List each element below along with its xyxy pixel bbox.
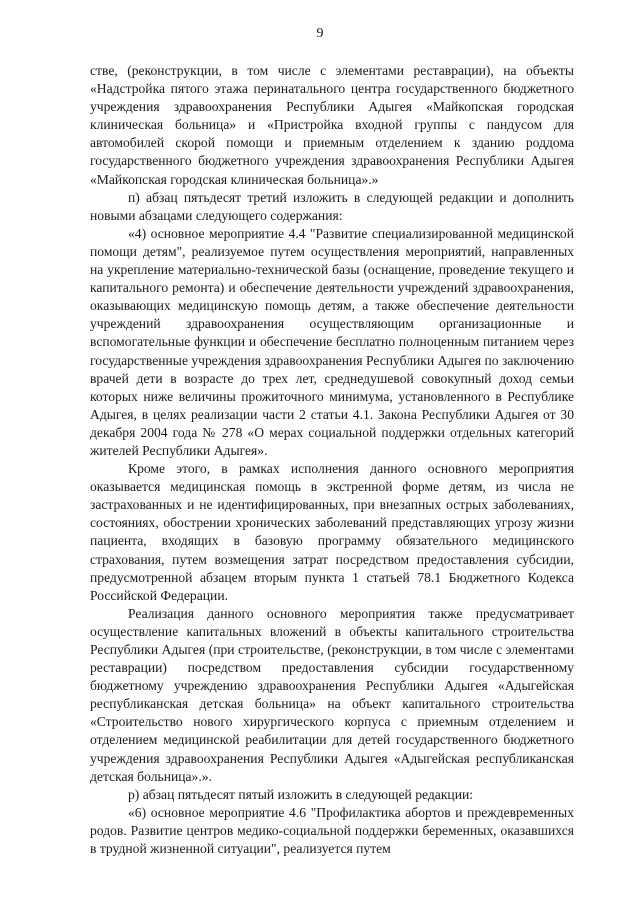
paragraph-emergency-care: Кроме этого, в рамках исполнения данного основного мероприятия оказывается медицинская помощь в экстренной форме детям, из числа не застрахованных и не идентифицированных, при внезапных острых заболеваниях, состояниях, обострении хронических заболеваний представляющих угрозу жизни пациента, входящих в базовую программу обязательного медицинского страхования, путем возмещения затрат посредством предоставления субсидии, предусмотренной абзацем вторым пункта 1 статьей 78.1 Бюджетного Кодекса Российской Федерации. bbox=[90, 461, 574, 603]
paragraph-measure-4-4: «4) основное мероприятие 4.4 "Развитие специализированной медицинской помощи детям", реализуемое путем осуществления мероприятий, направленных на укрепление материально-технической базы (оснащение, проведение текущего и капитального ремонта) и обеспечение деятельности учреждений здравоохранения, оказывающих медицинскую помощь детям, а также обеспечение деятельности учреждений здравоохранения осуществляющим организационные и вспомогательные функции и обеспечение бесплатно полноценным питанием через государственные учреждения здравоохранения Республики Адыгея по заключению врачей дети в возрасте до трех лет, среднедушевой совокупный доход семьи которых ниже величины прожиточного минимума, установленного в Республике Адыгея, в целях реализации части 2 статьи 4.1. Закона Республики Адыгея от 30 декабря 2004 года № 278 «О мерах социальной поддержки отдельных категорий жителей Республики Адыгея». bbox=[90, 225, 574, 458]
paragraph-measure-4-6: «6) основное мероприятие 4.6 "Профилактика абортов и преждевременных родов. Развитие центров медико-социальной поддержки беременных, оказавшихся в трудной жизненной ситуации", реализуется путем bbox=[90, 804, 574, 857]
paragraph-amendment-r: р) абзац пятьдесят пятый изложить в следующей редакции: bbox=[128, 786, 474, 802]
paragraph-amendment-p: п) абзац пятьдесят третий изложить в следующей редакции и дополнить новыми абзацами следующего содержания: bbox=[90, 189, 574, 223]
paragraph-capital-investment: Реализация данного основного мероприятия также предусматривает осуществление капитальных вложений в объекты капитального строительства Республики Адыгея (при строительстве, (реконструкции, в том числе с элементами реставрации) посредством предоставления субсидии государственному бюджетному учреждению здравоохранения Республики Адыгея «Адыгейская республиканская детская больница» на объект капитального строительства «Строительство нового хирургического корпуса с приемным отделением и отделением медицинской реабилитации для детей государственного бюджетного учреждения здравоохранения Республики Адыгея «Адыгейская республиканская детская больница».». bbox=[90, 605, 574, 784]
document-body bbox=[90, 62, 574, 858]
page-number: 9 bbox=[316, 26, 324, 41]
paragraph-continuation: стве, (реконструкции, в том числе с элементами реставрации), на объекты «Надстройка пятого этажа перинатального центра государственного бюджетного учреждения здравоохранения Республики Адыгея «Майкопская городская клиническая больница» и «Пристройка входной группы с пандусом для автомобилей скорой помощи и приемным отделением к зданию роддома государственного бюджетного учреждения здравоохранения Республики Адыгея «Майкопская городская клиническая больница».» bbox=[90, 63, 574, 187]
